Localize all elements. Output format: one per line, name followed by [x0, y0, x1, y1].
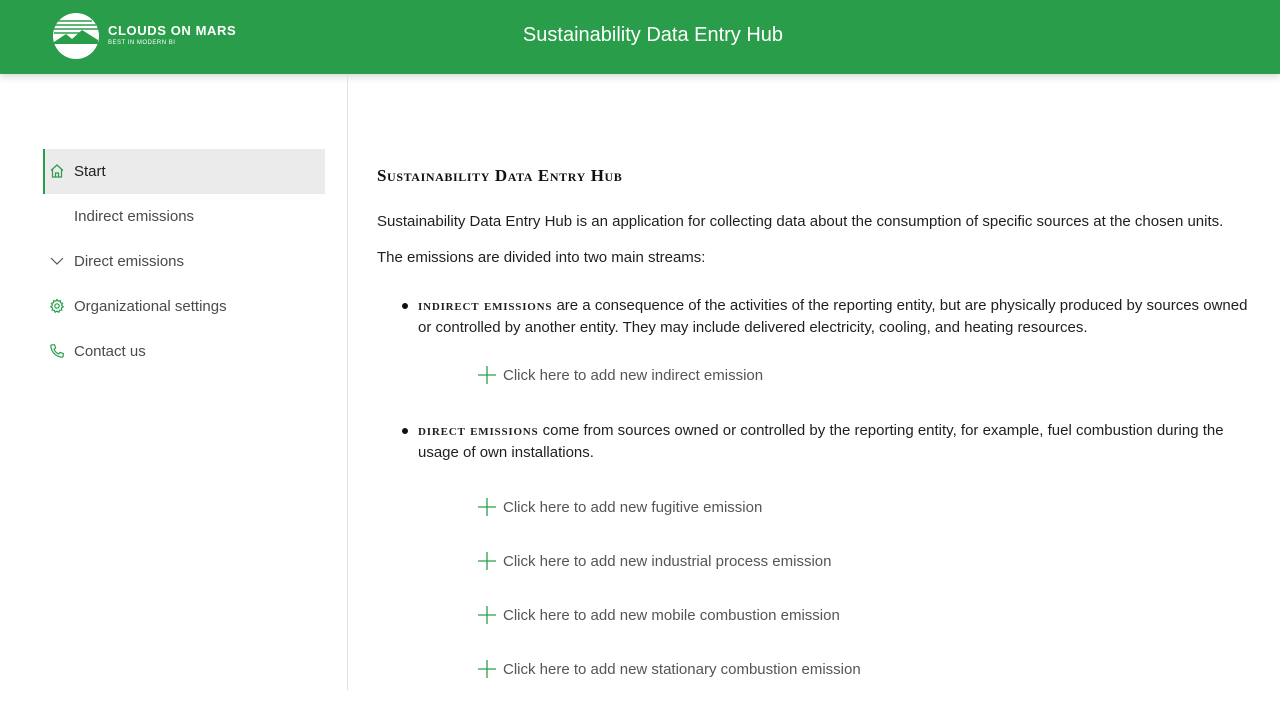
sidebar-item-label: Contact us — [74, 343, 146, 360]
sidebar-item-label: Start — [74, 163, 106, 180]
brand-name: CLOUDS ON MARS — [108, 23, 237, 38]
add-stationary-combustion-emission-button[interactable] — [477, 657, 861, 681]
sidebar-item-direct-emissions[interactable] — [43, 239, 325, 284]
sidebar-item-contact-us[interactable] — [43, 329, 325, 374]
plus-icon — [477, 365, 497, 385]
chevron-down-icon[interactable] — [49, 253, 65, 269]
add-industrial-process-emission-label: Click here to add new industrial process emission — [503, 552, 832, 570]
plus-icon — [477, 659, 497, 679]
indirect-emissions-description: are a consequence of the activities of the reporting entity, but are physically produced by sources owned or controlled by another entity. They may include delivered electricity, cooling, and heating resources. — [418, 297, 1248, 336]
sidebar-item-start[interactable] — [43, 149, 325, 194]
brand-tagline: BEST IN MODERN BI — [108, 40, 176, 46]
plus-icon — [477, 605, 497, 625]
sidebar-item-organizational-settings[interactable] — [43, 284, 325, 329]
add-fugitive-emission-button[interactable] — [477, 495, 762, 519]
add-indirect-emission-button[interactable] — [477, 363, 763, 387]
page-title: Sustainability Data Entry Hub — [377, 166, 623, 185]
add-industrial-process-emission-button[interactable] — [477, 549, 831, 573]
plus-icon — [477, 551, 497, 571]
sidebar-nav — [43, 149, 325, 374]
streams-intro-text: The emissions are divided into two main streams: — [377, 249, 706, 266]
direct-emissions-description: come from sources owned or controlled by the reporting entity, for example, fuel combustion during the usage of own installations. — [418, 422, 1224, 461]
plus-icon — [477, 497, 497, 517]
home-icon — [49, 163, 65, 179]
add-mobile-combustion-emission-button[interactable] — [477, 603, 840, 627]
sidebar-item-label: Indirect emissions — [74, 208, 195, 225]
add-stationary-combustion-emission-label: Click here to add new stationary combustion emission — [503, 660, 861, 678]
sidebar-item-indirect-emissions[interactable] — [43, 194, 325, 239]
add-mobile-combustion-emission-label: Click here to add new mobile combustion emission — [503, 606, 840, 624]
app-header — [0, 0, 1280, 74]
add-indirect-emission-label: Click here to add new indirect emission — [503, 366, 764, 384]
gear-icon — [49, 298, 65, 314]
app-title: Sustainability Data Entry Hub — [522, 24, 784, 46]
direct-emissions-keyword: direct emissions — [418, 423, 539, 439]
add-fugitive-emission-label: Click here to add new fugitive emission — [503, 498, 763, 516]
phone-icon — [49, 343, 65, 359]
indirect-emissions-keyword: indirect emissions — [418, 298, 553, 314]
sidebar — [0, 74, 348, 690]
intro-text: Sustainability Data Entry Hub is an application for collecting data about the consumption of specific sources at the chosen units. — [377, 213, 1224, 230]
direct-emissions-bullet — [418, 420, 1263, 464]
indirect-emissions-bullet — [418, 295, 1263, 339]
sidebar-item-label: Direct emissions — [74, 253, 185, 270]
sidebar-item-label: Organizational settings — [74, 298, 227, 315]
